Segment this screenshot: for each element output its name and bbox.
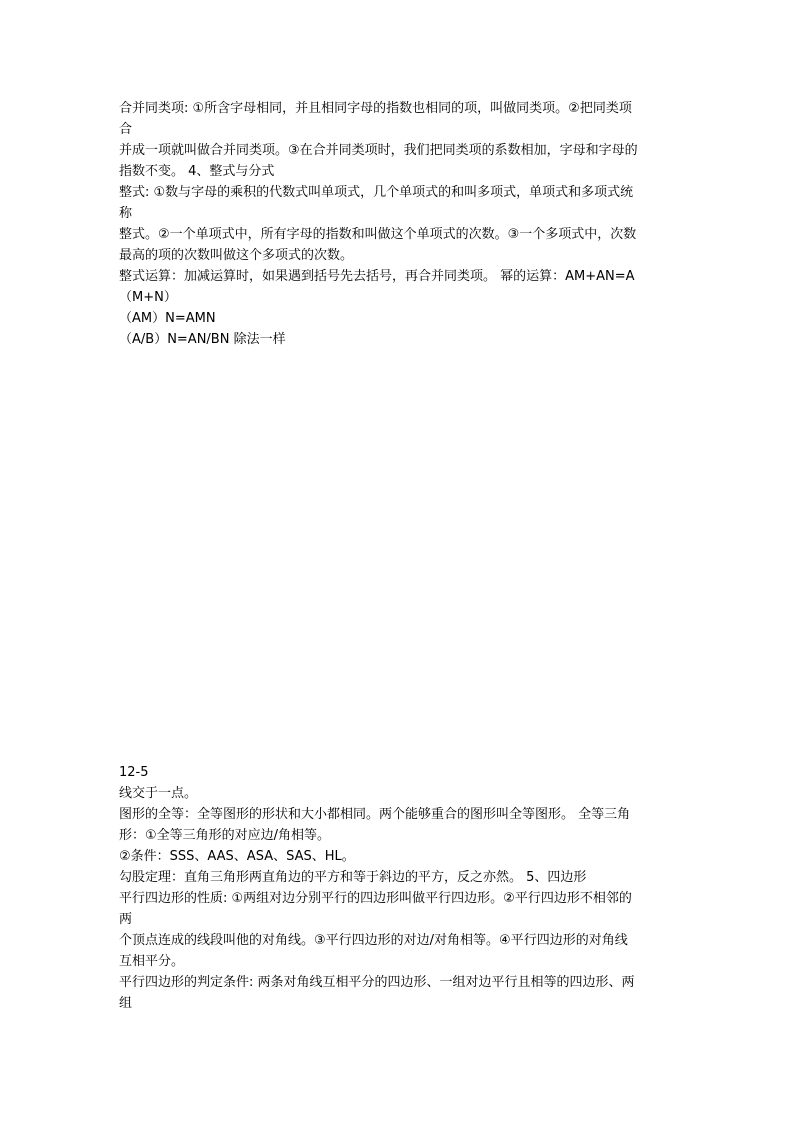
text-line: （AM）N=AMN (119, 311, 216, 326)
text-line: 形：①全等三角形的对应边/角相等。 (119, 828, 331, 843)
text-line: 图形的全等：全等图形的形状和大小都相同。两个能够重合的图形叫全等图形。 全等三角 (119, 807, 631, 822)
text-line: （A/B）N=AN/BN 除法一样 (119, 332, 286, 347)
text-line: 合 (119, 122, 133, 137)
text-line: 两 (119, 912, 133, 927)
text-line: 勾股定理：直角三角形两直角边的平方和等于斜边的平方，反之亦然。 5、四边形 (119, 870, 587, 885)
text-line: 组 (119, 996, 133, 1011)
text-line: 平行四边形的判定条件: 两条对角线互相平分的四边形、一组对边平行且相等的四边形、两 (119, 975, 635, 990)
text-line: 最高的项的次数叫做这个多项式的次数。 (119, 248, 354, 263)
text-block-geometry (119, 762, 679, 1014)
text-line: 合并同类项: ①所含字母相同，并且相同字母的指数也相同的项，叫做同类项。②把同类项 (119, 101, 632, 116)
text-line: 整式。②一个单项式中，所有字母的指数和叫做这个单项式的次数。③一个多项式中，次数 (119, 227, 637, 242)
text-line: 并成一项就叫做合并同类项。③在合并同类项时，我们把同类项的系数相加，字母和字母的 (119, 143, 638, 158)
text-line: 指数不变。 4、整式与分式 (119, 164, 275, 179)
text-line: 个顶点连成的线段叫他的对角线。③平行四边形的对边/对角相等。④平行四边形的对角线 (119, 933, 628, 948)
text-line: （M+N） (119, 290, 177, 305)
text-line: 整式运算：加减运算时，如果遇到括号先去括号，再合并同类项。 幂的运算：AM+AN=A (119, 269, 635, 284)
text-line: 称 (119, 206, 133, 221)
text-line: 平行四边形的性质: ①两组对边分别平行的四边形叫做平行四边形。②平行四边形不相邻的 (119, 891, 632, 906)
text-line: 线交于一点。 (119, 786, 198, 801)
text-line: 互相平分。 (119, 954, 185, 969)
text-line: ②条件：SSS、AAS、ASA、SAS、HL。 (119, 849, 355, 864)
text-line: 整式: ①数与字母的乘积的代数式叫单项式，几个单项式的和叫多项式，单项式和多项式统 (119, 185, 634, 200)
page-number: 12-5 (119, 765, 149, 780)
text-block-algebra (119, 98, 679, 350)
